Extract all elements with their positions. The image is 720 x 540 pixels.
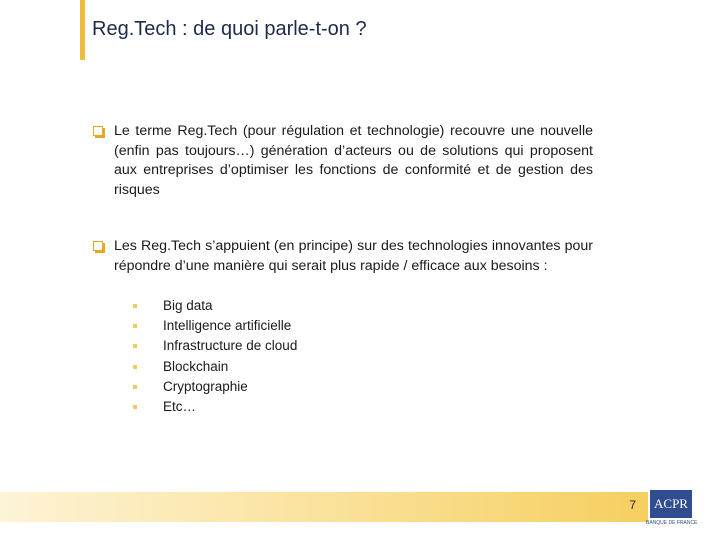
- list-item: Cryptographie: [133, 377, 297, 397]
- checkbox-bullet-icon: [93, 241, 103, 251]
- list-item: Blockchain: [133, 357, 297, 377]
- paragraph-text: Le terme Reg.Tech (pour régulation et technologie) recouvre une nouvelle (enfin pas toujours…) génération d’acteurs ou de solutions qui proposent aux entreprises d’optimiser les fonctions de conformité et de gestion des risques: [114, 123, 593, 198]
- square-bullet-icon: [133, 304, 137, 308]
- page-number: 7: [629, 498, 636, 512]
- logo-mark: ACPR: [650, 490, 692, 518]
- checkbox-bullet-icon: [93, 126, 103, 136]
- list-item: Big data: [133, 296, 297, 316]
- list-item: Intelligence artificielle: [133, 316, 297, 336]
- bullet-paragraph-1: [93, 122, 593, 200]
- square-bullet-icon: [133, 344, 137, 348]
- square-bullet-icon: [133, 365, 137, 369]
- list-item: Etc…: [133, 397, 297, 417]
- logo-subtext: BANQUE DE FRANCE: [646, 520, 698, 526]
- slide-title: Reg.Tech : de quoi parle-t-on ?: [92, 18, 367, 40]
- paragraph-text: Les Reg.Tech s’appuient (en principe) sur des technologies innovantes pour répondre d’une manière qui serait plus rapide / efficace aux besoins :: [114, 238, 593, 274]
- square-bullet-icon: [133, 385, 137, 389]
- square-bullet-icon: [133, 405, 137, 409]
- technology-list: [133, 296, 297, 417]
- footer-gradient-bar: [0, 492, 648, 522]
- acpr-logo: [646, 490, 698, 532]
- title-accent-bar: [80, 0, 85, 60]
- bullet-paragraph-2: [93, 237, 593, 276]
- square-bullet-icon: [133, 324, 137, 328]
- list-item: Infrastructure de cloud: [133, 336, 297, 356]
